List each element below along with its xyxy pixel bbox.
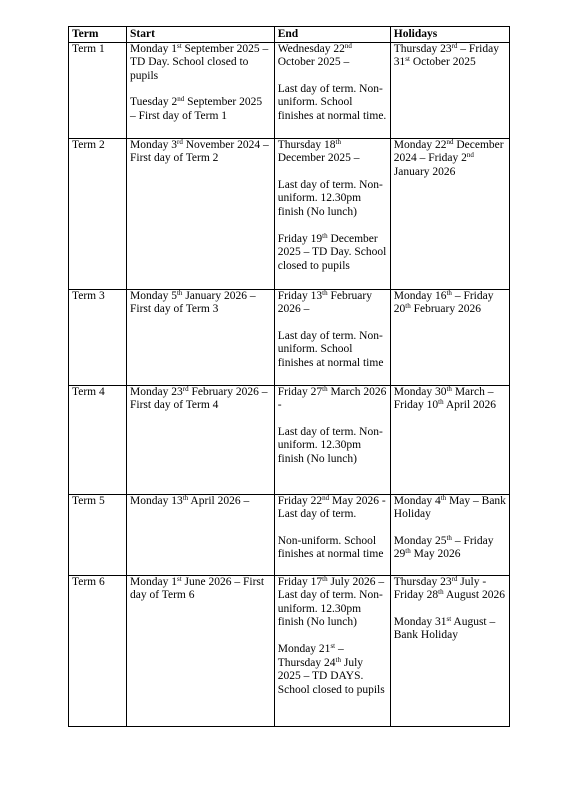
cell-paragraph: Monday 22nd December 2024 – Friday 2nd January 2026 bbox=[393, 137, 504, 178]
table-row bbox=[69, 138, 510, 289]
holidays-cell bbox=[390, 494, 509, 575]
start-cell bbox=[127, 42, 275, 138]
cell-paragraph: Wednesday 22nd October 2025 – bbox=[277, 41, 352, 69]
table-body bbox=[69, 42, 510, 726]
header-holidays: Holidays bbox=[390, 27, 509, 43]
cell-paragraph: Monday 30th March – Friday 10th April 2026 bbox=[393, 384, 497, 412]
header-term: Term bbox=[69, 27, 127, 43]
end-cell bbox=[274, 575, 390, 726]
holidays-cell bbox=[390, 42, 509, 138]
cell-paragraph: Monday 13th April 2026 – bbox=[130, 493, 250, 507]
cell-paragraph: Last day of term. Non-uniform. School finishes at normal time bbox=[277, 329, 384, 369]
cell-paragraph: Monday 5th January 2026 – First day of Term 3 bbox=[130, 288, 256, 316]
document-page bbox=[68, 26, 510, 727]
end-cell bbox=[274, 385, 390, 494]
header-start: Start bbox=[127, 27, 275, 43]
cell-paragraph: Monday 1st June 2026 – First day of Term 6 bbox=[130, 574, 265, 602]
cell-paragraph: Friday 13th February 2026 – bbox=[277, 288, 372, 316]
start-cell bbox=[127, 494, 275, 575]
cell-paragraph: Last day of term. Non-uniform. School finishes at normal time. bbox=[277, 82, 387, 122]
holidays-cell bbox=[390, 138, 509, 289]
cell-paragraph: Monday 23rd February 2026 – First day of Term 4 bbox=[130, 384, 268, 412]
cell-paragraph: Monday 21st – Thursday 24th July 2025 – TD DAYS. School closed to pupils bbox=[277, 641, 385, 696]
cell-paragraph: Thursday 23rd – Friday 31st October 2025 bbox=[393, 41, 499, 69]
cell-paragraph: Friday 22nd May 2026 - Last day of term. bbox=[277, 493, 386, 521]
cell-paragraph: Friday 19th December 2025 – TD Day. School closed to pupils bbox=[277, 231, 387, 272]
start-cell bbox=[127, 385, 275, 494]
table-row bbox=[69, 575, 510, 726]
table-row bbox=[69, 289, 510, 385]
cell-paragraph: Monday 3rd November 2024 – First day of Term 2 bbox=[130, 137, 269, 165]
start-cell bbox=[127, 575, 275, 726]
start-cell bbox=[127, 138, 275, 289]
cell-paragraph: Thursday 18th December 2025 – bbox=[277, 137, 360, 165]
cell-paragraph: Tuesday 2nd September 2025 – First day of Term 1 bbox=[130, 95, 263, 122]
cell-paragraph: Monday 4th May – Bank Holiday bbox=[393, 493, 506, 521]
term-name-cell: Term 4 bbox=[69, 385, 127, 494]
table-header-row bbox=[69, 27, 510, 43]
table-row bbox=[69, 494, 510, 575]
holidays-cell bbox=[390, 385, 509, 494]
term-name-cell: Term 3 bbox=[69, 289, 127, 385]
cell-paragraph: Last day of term. Non-uniform. 12.30pm finish (No lunch) bbox=[277, 425, 383, 465]
table-row bbox=[69, 385, 510, 494]
cell-paragraph: Monday 16th – Friday 20th February 2026 bbox=[393, 288, 494, 316]
cell-paragraph: Non-uniform. School finishes at normal time bbox=[277, 534, 384, 561]
cell-paragraph: Friday 27th March 2026 - bbox=[277, 384, 387, 412]
term-name-cell: Term 1 bbox=[69, 42, 127, 138]
header-end: End bbox=[274, 27, 390, 43]
end-cell bbox=[274, 138, 390, 289]
cell-paragraph: Monday 31st August – Bank Holiday bbox=[393, 614, 496, 642]
end-cell bbox=[274, 289, 390, 385]
cell-paragraph: Last day of term. Non-uniform. 12.30pm finish (No lunch) bbox=[277, 178, 383, 218]
cell-paragraph: Friday 17th July 2026 – Last day of term. Non-uniform. 12.30pm finish (No lunch) bbox=[277, 574, 385, 629]
holidays-cell bbox=[390, 575, 509, 726]
table-row bbox=[69, 42, 510, 138]
term-name-cell: Term 2 bbox=[69, 138, 127, 289]
end-cell bbox=[274, 42, 390, 138]
end-cell bbox=[274, 494, 390, 575]
holidays-cell bbox=[390, 289, 509, 385]
cell-paragraph: Thursday 23rd July - Friday 28th August 2026 bbox=[393, 574, 505, 602]
term-name-cell: Term 5 bbox=[69, 494, 127, 575]
start-cell bbox=[127, 289, 275, 385]
term-dates-table bbox=[68, 26, 510, 727]
cell-paragraph: Monday 25th – Friday 29th May 2026 bbox=[393, 533, 494, 561]
cell-paragraph: Monday 1st September 2025 – TD Day. School closed to pupils bbox=[130, 41, 269, 82]
term-name-cell: Term 6 bbox=[69, 575, 127, 726]
